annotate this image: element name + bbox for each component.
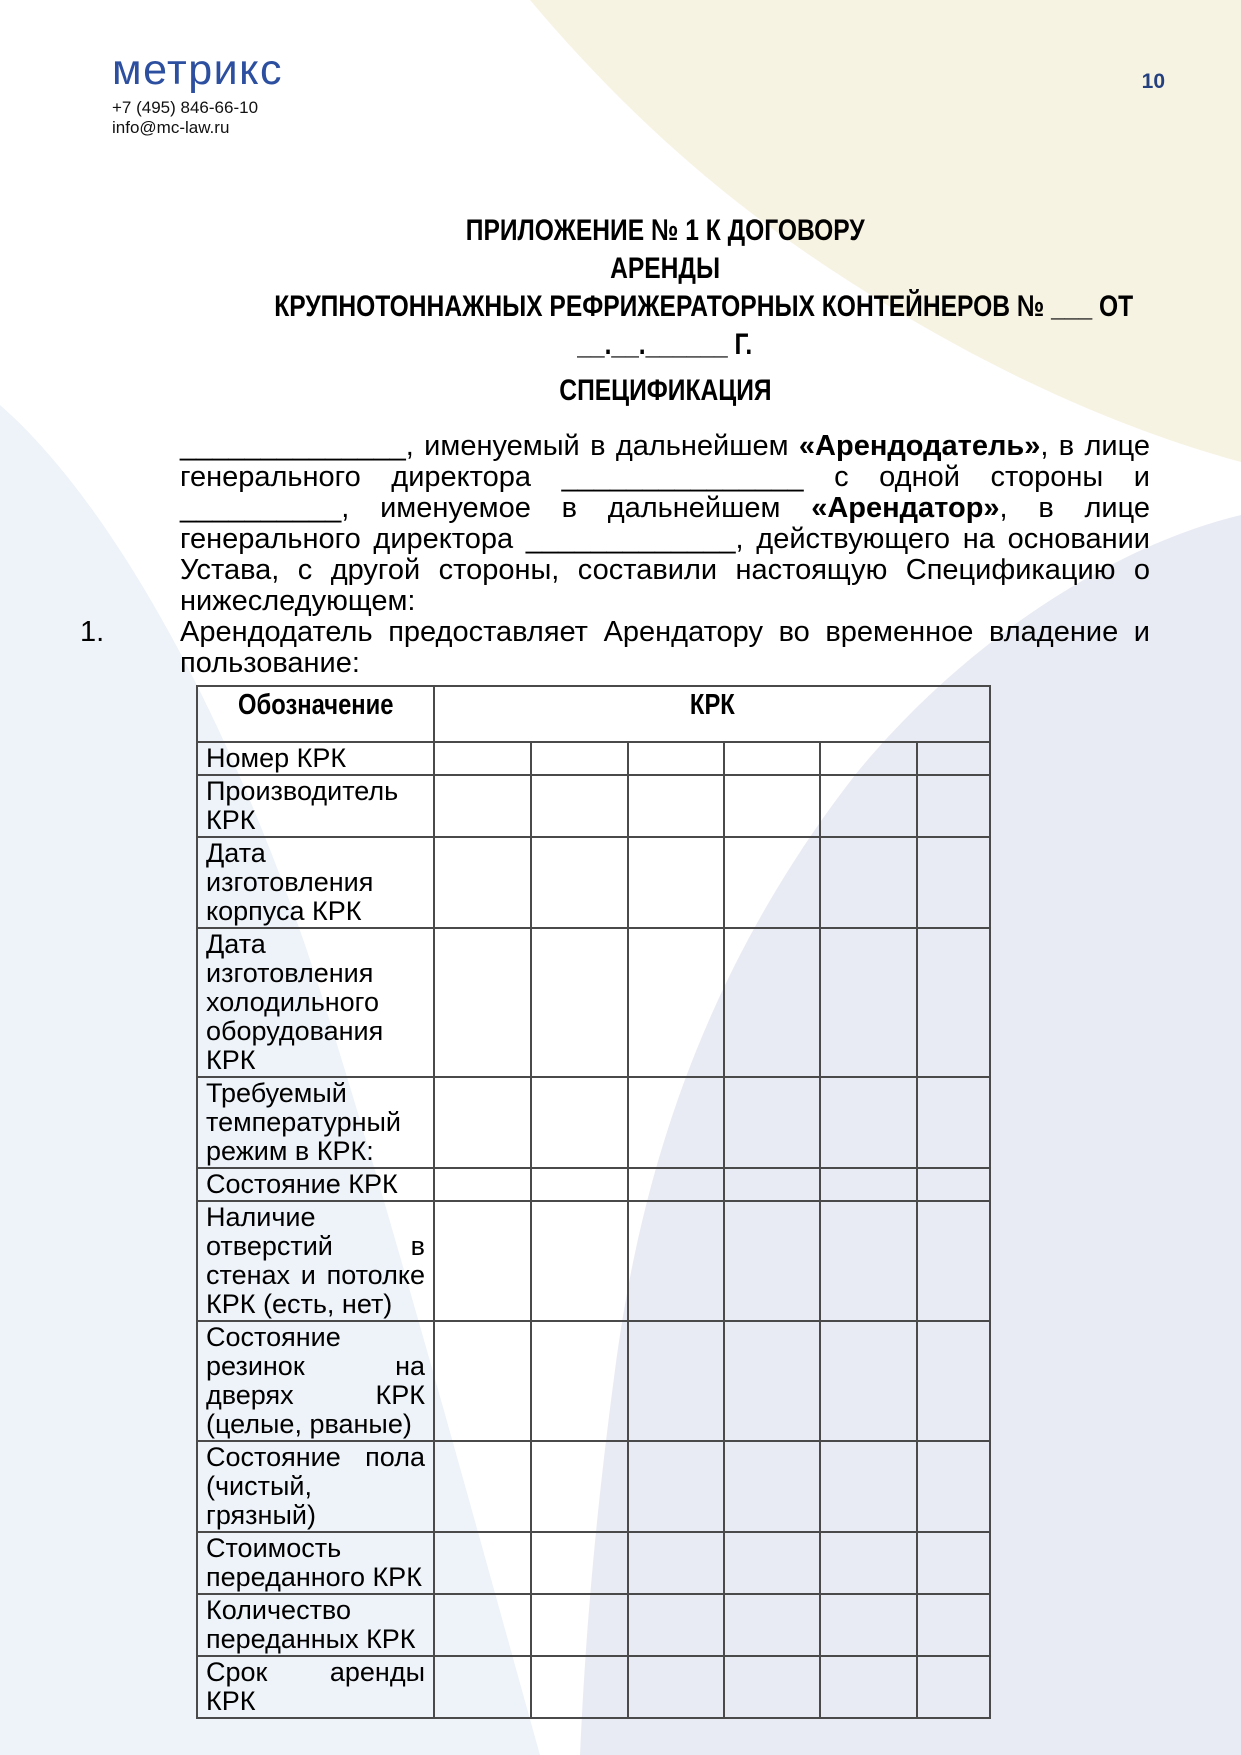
empty-data-cell [820, 928, 917, 1077]
empty-data-cell [820, 1168, 917, 1201]
specification-heading: СПЕЦИФИКАЦИЯ [558, 374, 772, 407]
row-label-cell: Количество переданных КРК [197, 1594, 434, 1656]
row-label-cell: Производитель КРК [197, 775, 434, 837]
empty-data-cell [434, 1656, 531, 1718]
table-row [197, 1321, 990, 1441]
table-row [197, 742, 990, 775]
empty-data-cell [820, 742, 917, 775]
empty-data-cell [724, 837, 820, 928]
empty-data-cell [434, 837, 531, 928]
row-label-cell: Дата изготовления холодильного оборудования КРК [197, 928, 434, 1077]
table-row [197, 1656, 990, 1718]
email-address: info@mc-law.ru [112, 118, 230, 137]
empty-data-cell [434, 742, 531, 775]
table-header-row [197, 686, 990, 742]
empty-data-cell [724, 1077, 820, 1168]
empty-data-cell [628, 1321, 724, 1441]
row-label-cell: Срок аренды КРК [197, 1656, 434, 1718]
row-label-cell: Номер КРК [197, 742, 434, 775]
empty-data-cell [531, 1594, 628, 1656]
empty-data-cell [531, 1441, 628, 1532]
empty-data-cell [434, 1532, 531, 1594]
empty-data-cell [820, 1201, 917, 1321]
empty-data-cell [724, 928, 820, 1077]
row-label-cell: Дата изготовления корпуса КРК [197, 837, 434, 928]
empty-data-cell [628, 1077, 724, 1168]
empty-data-cell [531, 837, 628, 928]
table-row [197, 1168, 990, 1201]
empty-data-cell [628, 1532, 724, 1594]
empty-data-cell [724, 775, 820, 837]
letterhead-contacts [112, 98, 258, 138]
empty-data-cell [820, 775, 917, 837]
empty-data-cell [724, 1321, 820, 1441]
empty-data-cell [628, 1441, 724, 1532]
empty-data-cell [724, 742, 820, 775]
preamble-text: , в лице генерального директора _______________ с одной стороны и __________, именуемое в дальнейшем [180, 430, 1150, 524]
empty-data-cell [434, 1321, 531, 1441]
table-row [197, 837, 990, 928]
empty-data-cell [531, 1077, 628, 1168]
empty-data-cell [917, 928, 990, 1077]
row-label-cell: Состояние пола (чистый, грязный) [197, 1441, 434, 1532]
list-item-number: 1. [80, 616, 105, 648]
empty-data-cell [917, 1532, 990, 1594]
table-row [197, 1201, 990, 1321]
empty-data-cell [434, 775, 531, 837]
empty-data-cell [820, 1077, 917, 1168]
specification-table [196, 685, 991, 1719]
list-item-1 [80, 616, 1150, 679]
phone-number: +7 (495) 846-66-10 [112, 98, 259, 117]
empty-data-cell [820, 1656, 917, 1718]
empty-data-cell [434, 1441, 531, 1532]
empty-data-cell [820, 1321, 917, 1441]
lessee-term: «Арендатор» [811, 492, 1000, 524]
empty-data-cell [820, 837, 917, 928]
empty-data-cell [917, 1321, 990, 1441]
empty-data-cell [628, 1201, 724, 1321]
table-row [197, 1594, 990, 1656]
row-label-cell: Требуемый температурный режим в КРК: [197, 1077, 434, 1168]
empty-data-cell [531, 928, 628, 1077]
empty-data-cell [724, 1594, 820, 1656]
row-label-cell: Состояние КРК [197, 1168, 434, 1201]
empty-data-cell [531, 1201, 628, 1321]
table-row [197, 1532, 990, 1594]
row-label-cell: Состояние резинок на дверях КРК (целые, рваные) [197, 1321, 434, 1441]
empty-data-cell [531, 775, 628, 837]
empty-data-cell [724, 1168, 820, 1201]
empty-data-cell [917, 1656, 990, 1718]
empty-data-cell [628, 1594, 724, 1656]
title-line-3: КРУПНОТОННАЖНЫХ РЕФРИЖЕРАТОРНЫХ КОНТЕЙНЕРОВ № ___ ОТ [274, 290, 1134, 323]
empty-data-cell [434, 1077, 531, 1168]
table-row [197, 1077, 990, 1168]
empty-data-cell [917, 1441, 990, 1532]
empty-data-cell [917, 1594, 990, 1656]
empty-data-cell [628, 1656, 724, 1718]
empty-data-cell [434, 928, 531, 1077]
empty-data-cell [820, 1441, 917, 1532]
empty-data-cell [531, 1532, 628, 1594]
empty-data-cell [820, 1532, 917, 1594]
empty-data-cell [434, 1594, 531, 1656]
company-logo: метрикс [112, 46, 283, 94]
empty-data-cell [628, 837, 724, 928]
table-row [197, 775, 990, 837]
document-title [180, 212, 1150, 364]
table-row [197, 1441, 990, 1532]
empty-data-cell [531, 1321, 628, 1441]
empty-data-cell [724, 1441, 820, 1532]
empty-data-cell [628, 775, 724, 837]
document-body [80, 430, 1150, 1719]
empty-data-cell [628, 928, 724, 1077]
preamble-paragraph [180, 431, 1150, 617]
empty-data-cell [917, 1077, 990, 1168]
header-cell-krk: КРК [434, 686, 990, 742]
empty-data-cell [917, 837, 990, 928]
header-cell-designation: Обозначение [197, 686, 434, 742]
empty-data-cell [724, 1656, 820, 1718]
lessor-term: «Арендодатель» [798, 430, 1041, 462]
empty-data-cell [724, 1532, 820, 1594]
row-label-cell: Наличие отверстий в стенах и потолке КРК (есть, нет) [197, 1201, 434, 1321]
empty-data-cell [531, 1656, 628, 1718]
title-line-4: __.__.______ Г. [577, 328, 753, 361]
row-label-cell: Стоимость переданного КРК [197, 1532, 434, 1594]
empty-data-cell [917, 1201, 990, 1321]
empty-data-cell [724, 1201, 820, 1321]
empty-data-cell [820, 1594, 917, 1656]
empty-data-cell [434, 1168, 531, 1201]
empty-data-cell [531, 1168, 628, 1201]
empty-data-cell [434, 1201, 531, 1321]
empty-data-cell [917, 742, 990, 775]
empty-data-cell [628, 1168, 724, 1201]
preamble-text: ______________, именуемый в дальнейшем [180, 430, 799, 462]
title-line-1: ПРИЛОЖЕНИЕ № 1 К ДОГОВОРУ [465, 214, 865, 247]
table-row [197, 928, 990, 1077]
preamble-text: , в лице генерального директора _____________, действующего на основании Устава, с другой стороны, составили настоящую Спецификацию о нижеследующем: [180, 492, 1150, 617]
empty-data-cell [531, 742, 628, 775]
list-item-text: Арендодатель предоставляет Арендатору во временное владение и пользование: [180, 616, 1150, 679]
empty-data-cell [917, 1168, 990, 1201]
empty-data-cell [917, 775, 990, 837]
title-line-2: АРЕНДЫ [610, 252, 720, 285]
empty-data-cell [628, 742, 724, 775]
page-number: 10 [1141, 70, 1165, 93]
